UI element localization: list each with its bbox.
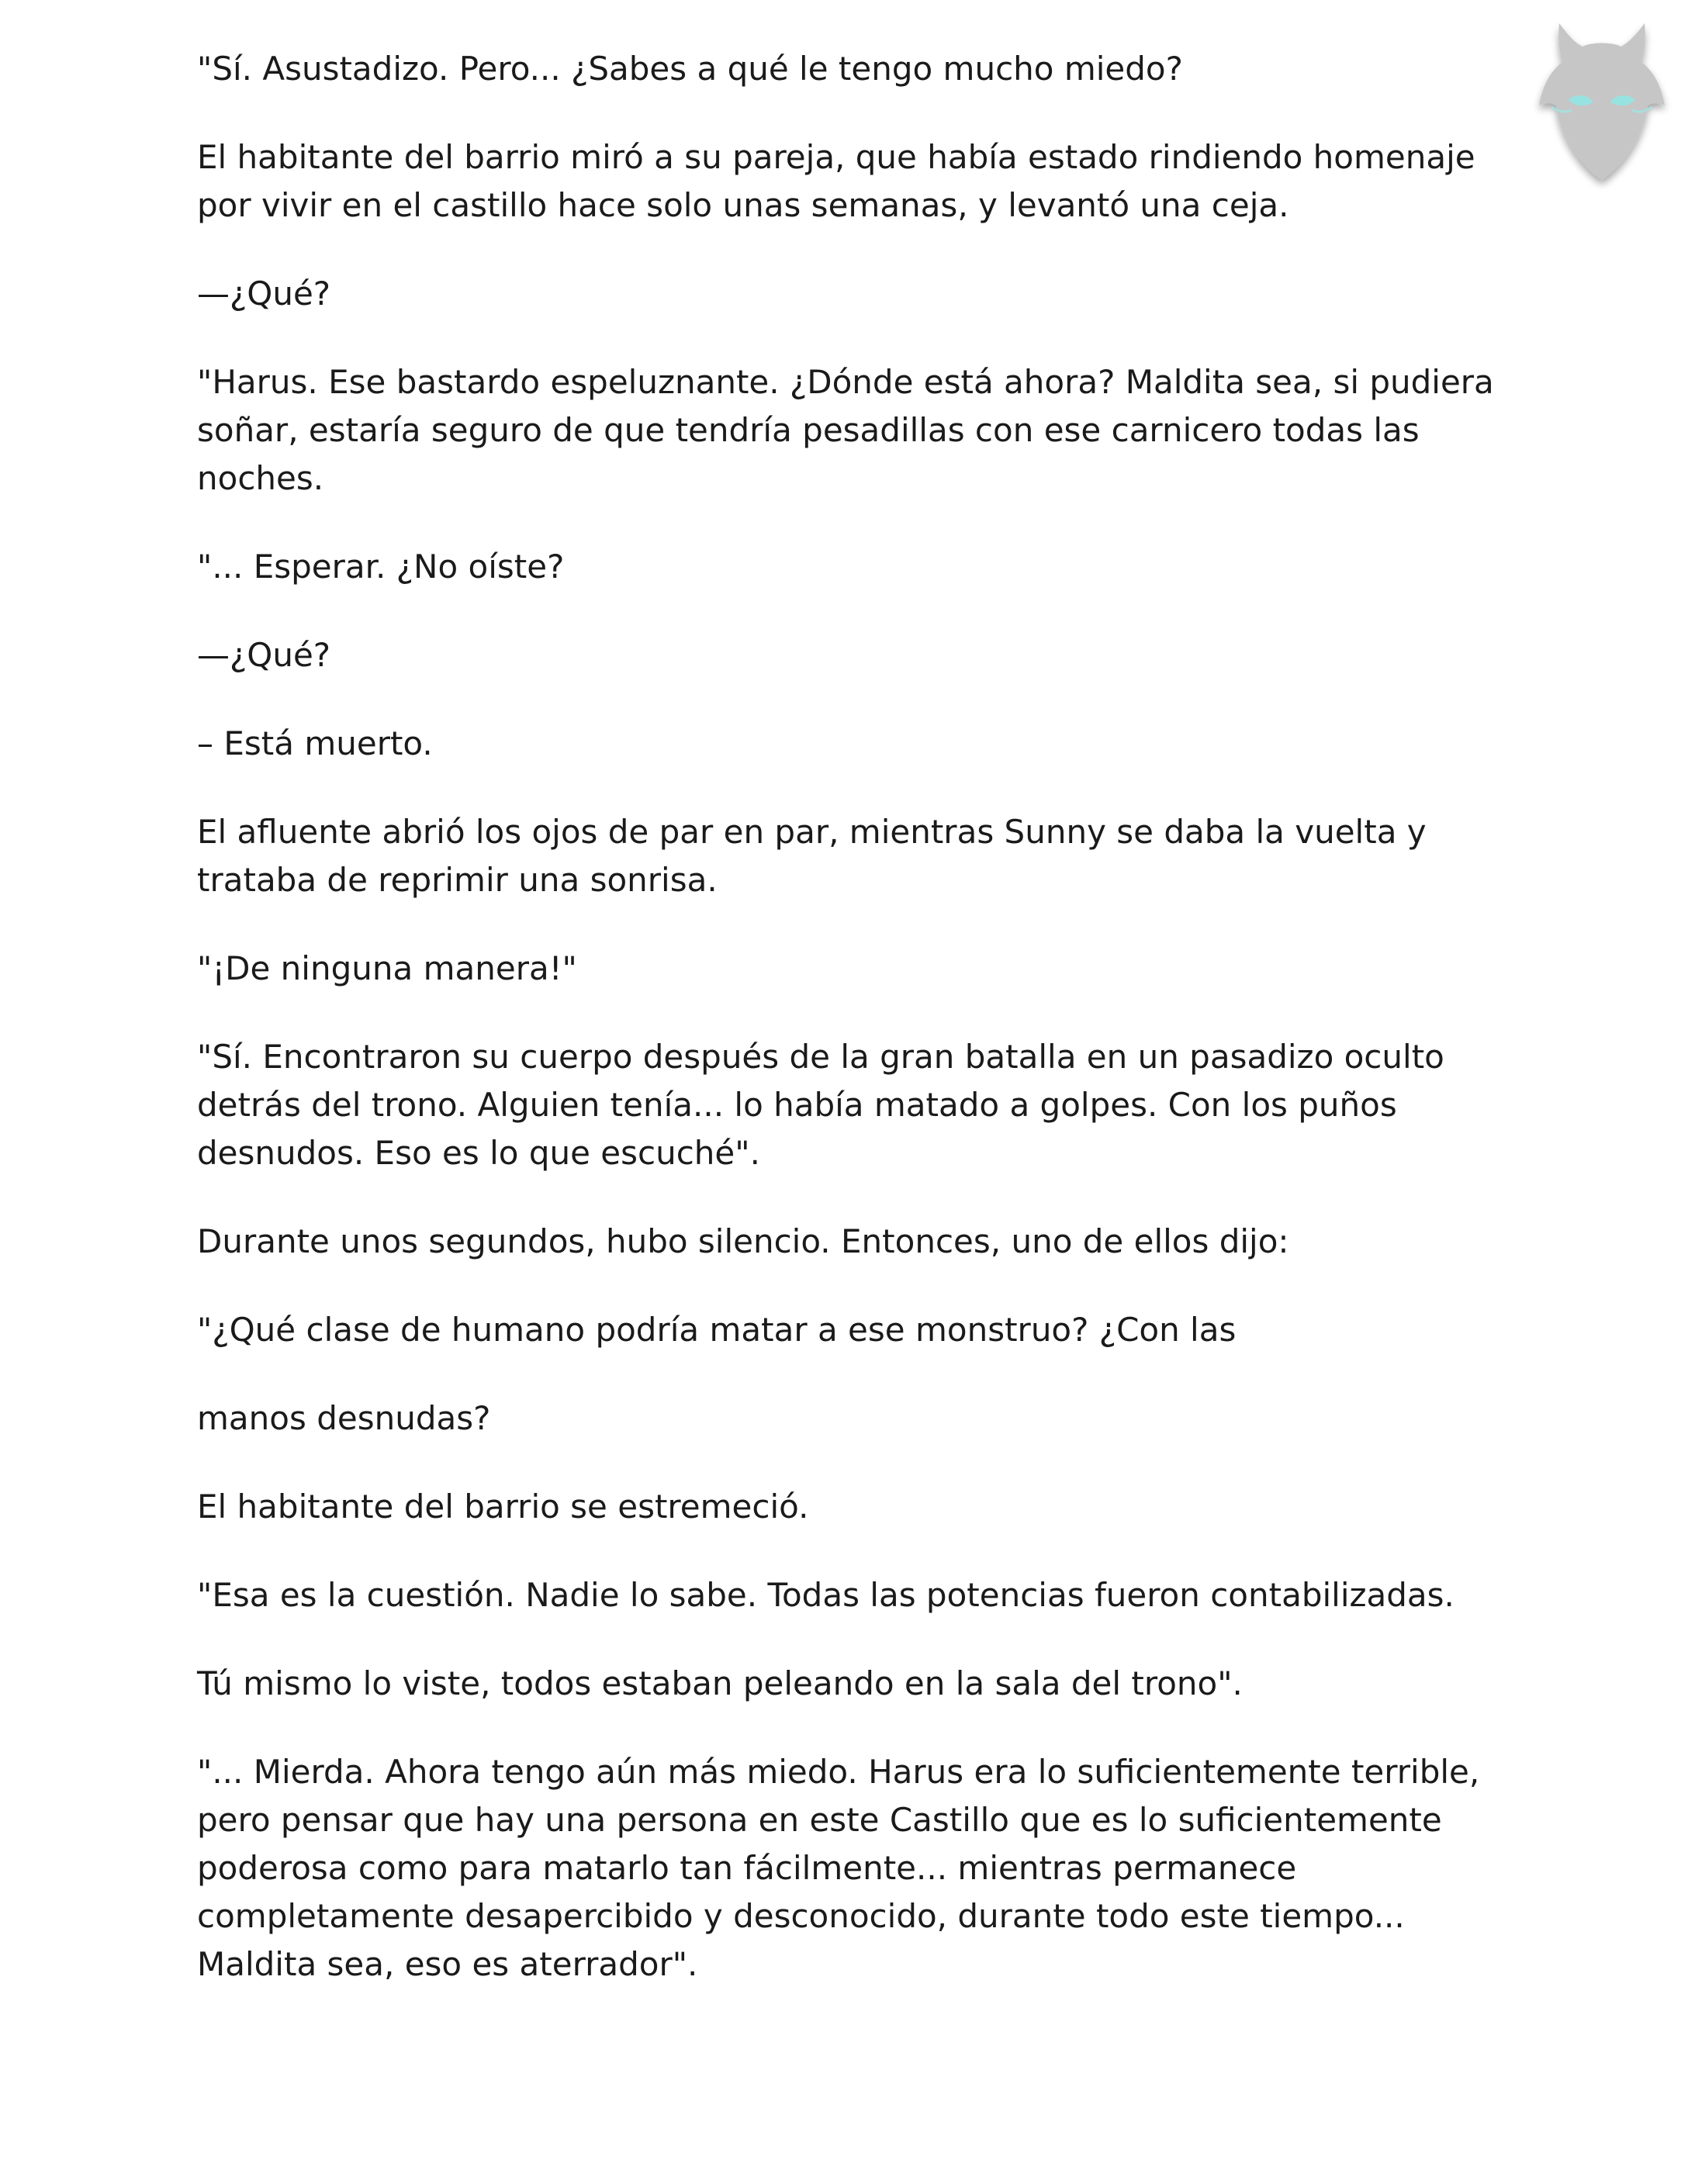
paragraph: El habitante del barrio se estremeció. bbox=[197, 1488, 809, 1526]
paragraph: manos desnudas? bbox=[197, 1399, 491, 1437]
paragraph: – Está muerto. bbox=[197, 724, 433, 762]
paragraph: Durante unos segundos, hubo silencio. Entonces, uno de ellos dijo: bbox=[197, 1222, 1289, 1260]
paragraph: "Sí. Encontraron su cuerpo después de la gran batalla en un pasadizo oculto detrás del trono. Alguien tenía... lo había matado a golpes. Con los puños desnudos. Eso es lo que escuché". bbox=[197, 1038, 1444, 1172]
paragraph: El habitante del barrio miró a su pareja, que había estado rindiendo homenaje por vivir en el castillo hace solo unas semanas, y levantó una ceja. bbox=[197, 138, 1475, 224]
paragraph: "¿Qué clase de humano podría matar a ese monstruo? ¿Con las bbox=[197, 1311, 1237, 1349]
paragraph: El afluente abrió los ojos de par en par, mientras Sunny se daba la vuelta y trataba de reprimir una sonrisa. bbox=[197, 813, 1427, 899]
document-body bbox=[197, 45, 1516, 2029]
paragraph: "... Esperar. ¿No oíste? bbox=[197, 548, 565, 586]
paragraph: "Esa es la cuestión. Nadie lo sabe. Todas las potencias fueron contabilizadas. bbox=[197, 1576, 1455, 1614]
paragraph: "... Mierda. Ahora tengo aún más miedo. Harus era lo suficientemente terrible, pero pensar que hay una persona en este Castillo que es lo suficientemente poderosa como para matarlo tan fácilmente... mientras permanece completamente desapercibido y desconocido, durante todo este tiempo... Maldita sea, eso es aterrador". bbox=[197, 1753, 1480, 1983]
paragraph: "Sí. Asustadizo. Pero... ¿Sabes a qué le tengo mucho miedo? bbox=[197, 50, 1183, 88]
paragraph: Tú mismo lo viste, todos estaban peleando en la sala del trono". bbox=[197, 1664, 1243, 1702]
paragraph: —¿Qué? bbox=[197, 636, 331, 674]
paragraph: "Harus. Ese bastardo espeluznante. ¿Dónde está ahora? Maldita sea, si pudiera soñar, estaría seguro de que tendría pesadillas con ese carnicero todas las noches. bbox=[197, 363, 1494, 497]
demon-head-watermark-icon bbox=[1528, 16, 1676, 194]
paragraph: "¡De ninguna manera!" bbox=[197, 949, 577, 987]
paragraph: —¿Qué? bbox=[197, 275, 331, 313]
